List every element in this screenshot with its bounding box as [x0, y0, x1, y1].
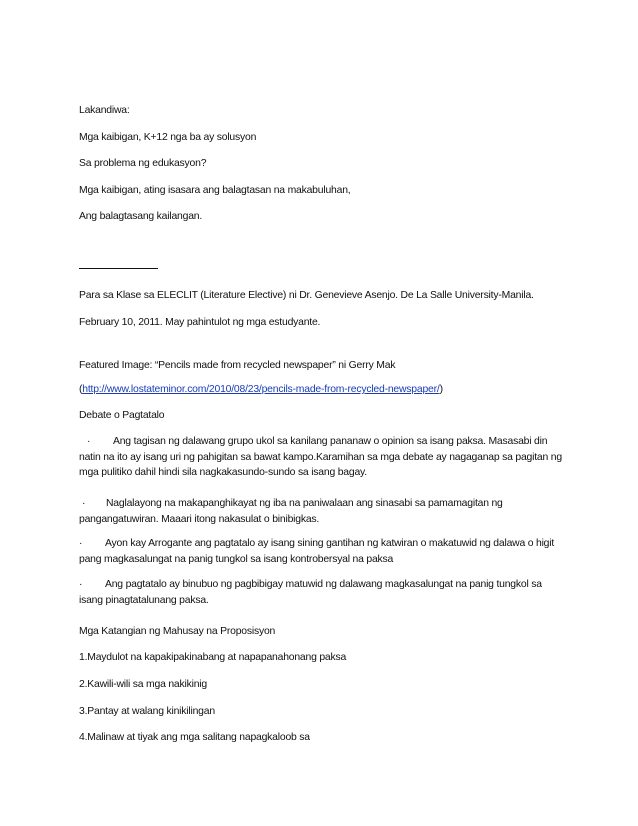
bullet-dot-icon: · [79, 538, 83, 549]
numbered-item-4: 4.Malinaw at tiyak ang mga salitang napagkaloob sa [79, 732, 310, 743]
bullet-paragraph-2: · Naglalayong na makapanghikayat ng iba na paniwalaan ang sinasabi sa pamamagitan ng pangangatuwiran. Maaari itong nakasulat o binibigkas. [79, 498, 503, 525]
bullet-paragraph-3: · Ayon kay Arrogante ang pagtatalo ay isang sining gantihan ng katwiran o makatuwid ng dalawa o higit pang magkasalungat na panig tungkol sa isang kontrobersyal na paksa [79, 538, 555, 565]
featured-image-caption: Featured Image: “Pencils made from recycled newspaper” ni Gerry Mak [79, 360, 396, 371]
heading-lakandiwa: Lakandiwa: [79, 105, 130, 116]
bullet-paragraph-4: · Ang pagtatalo ay binubuo ng pagbibigay matuwid ng dalawang magkasalungat na panig tungkol sa isang pinagtatalunang paksa. [79, 579, 542, 606]
date-line: February 10, 2011. May pahintulot ng mga estudyante. [79, 317, 321, 328]
separator-rule [79, 268, 158, 269]
credit-line: Para sa Klase sa ELECLIT (Literature Elective) ni Dr. Genevieve Asenjo. De La Salle University-Manila. [79, 290, 534, 301]
debate-title: Debate o Pagtatalo [79, 410, 165, 421]
verse-line-3: Mga kaibigan, ating isasara ang balagtasan na makabuluhan, [79, 185, 351, 196]
numbered-item-3: 3.Pantay at walang kinikilingan [79, 706, 215, 717]
bullet-paragraph-1: · Ang tagisan ng dalawang grupo ukol sa kanilang pananaw o opinion sa isang paksa. Masasabi din natin na ito ay isang uri ng pahigitan sa bawat kampo.Karamihan sa mga debate ay nagaganap sa pagitan ng mga pulitiko dahil hindi sila nagkakasundo-sundo sa isang bagay. [79, 436, 562, 478]
katangian-title: Mga Katangian ng Mahusay na Proposisyon [79, 626, 276, 637]
verse-line-1: Mga kaibigan, K+12 nga ba ay solusyon [79, 132, 257, 143]
featured-image-link[interactable]: http://www.lostateminor.com/2010/08/23/pencils-made-from-recycled-newspaper/ [82, 384, 440, 395]
bullet-dot-icon: · [79, 579, 83, 590]
bullet-dot-icon: · [82, 498, 86, 509]
featured-image-source: (http://www.lostateminor.com/2010/08/23/pencils-made-from-recycled-newspaper/) [79, 384, 443, 395]
verse-line-4: Ang balagtasang kailangan. [79, 211, 203, 222]
bullet-dot-icon: · [87, 436, 91, 447]
numbered-item-2: 2.Kawili-wili sa mga nakikinig [79, 679, 207, 690]
verse-line-2: Sa problema ng edukasyon? [79, 158, 207, 169]
numbered-item-1: 1.Maydulot na kapakipakinabang at napapanahonang paksa [79, 652, 347, 663]
